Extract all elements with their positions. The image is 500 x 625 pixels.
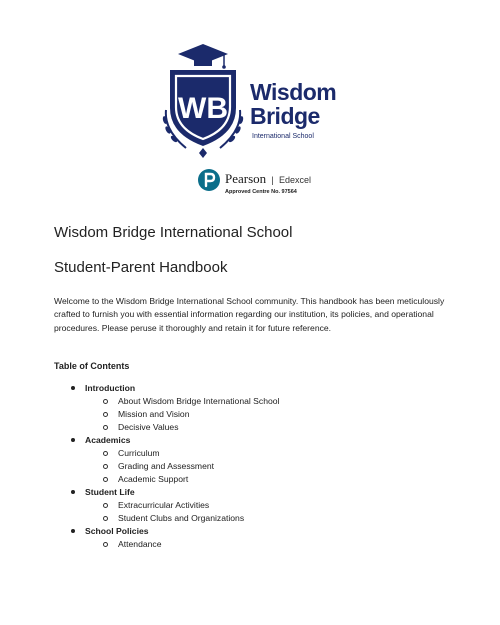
toc-item-label: Grading and Assessment	[118, 461, 215, 471]
toc-item	[0, 499, 500, 512]
circle-bullet-icon	[103, 399, 108, 404]
circle-bullet-icon	[103, 451, 108, 456]
pearson-separator: |	[271, 175, 274, 185]
logo-subtitle: International School	[252, 133, 314, 140]
toc-item	[0, 473, 500, 486]
circle-bullet-icon	[103, 464, 108, 469]
toc-item	[0, 460, 500, 473]
pearson-name	[225, 171, 311, 187]
toc-section-label: Introduction	[85, 383, 136, 393]
toc-item	[0, 421, 500, 434]
circle-bullet-icon	[103, 477, 108, 482]
toc-title: Table of Contents	[54, 361, 130, 371]
toc-section	[0, 434, 500, 486]
logo-initials: WB	[178, 92, 228, 125]
toc-item	[0, 538, 500, 551]
toc-section	[0, 486, 500, 525]
table-of-contents	[0, 382, 500, 551]
pearson-logo-icon	[197, 168, 221, 192]
toc-item	[0, 408, 500, 421]
toc-item-label: About Wisdom Bridge International School	[118, 396, 280, 406]
pearson-wordmark: Pearson	[225, 171, 267, 186]
handbook-heading: Student-Parent Handbook	[54, 259, 228, 276]
approved-centre-number: Approved Centre No. 97564	[225, 189, 297, 195]
toc-item	[0, 512, 500, 525]
toc-section	[0, 382, 500, 434]
bullet-icon	[71, 490, 75, 494]
circle-bullet-icon	[103, 516, 108, 521]
circle-bullet-icon	[103, 412, 108, 417]
toc-section	[0, 525, 500, 551]
toc-item-label: Mission and Vision	[118, 409, 190, 419]
circle-bullet-icon	[103, 503, 108, 508]
circle-bullet-icon	[103, 542, 108, 547]
toc-item-label: Decisive Values	[118, 422, 179, 432]
toc-item-label: Extracurricular Activities	[118, 500, 210, 510]
shield-crest-icon	[158, 40, 248, 160]
toc-item-label: Curriculum	[118, 448, 160, 458]
edexcel-wordmark: Edexcel	[279, 175, 312, 185]
toc-item	[0, 447, 500, 460]
toc-section-label: School Policies	[85, 526, 149, 536]
logo-name-line2: Bridge	[250, 103, 320, 129]
circle-bullet-icon	[103, 425, 108, 430]
toc-item-label: Student Clubs and Organizations	[118, 513, 245, 523]
bullet-icon	[71, 386, 75, 390]
pearson-badge	[197, 168, 357, 198]
intro-paragraph: Welcome to the Wisdom Bridge International School community. This handbook has been meticulously crafted to furnish you with essential information regarding our institution, its policies, and operational procedures. Please peruse it thoroughly and retain it for future reference.	[54, 296, 445, 333]
toc-item-label: Attendance	[118, 539, 162, 549]
toc-item	[0, 395, 500, 408]
logo-name-line1: Wisdom	[250, 79, 337, 105]
bullet-icon	[71, 438, 75, 442]
school-logo	[158, 40, 358, 160]
bullet-icon	[71, 529, 75, 533]
school-heading: Wisdom Bridge International School	[54, 224, 293, 241]
toc-section-label: Student Life	[85, 487, 135, 497]
toc-section-label: Academics	[85, 435, 131, 445]
toc-item-label: Academic Support	[118, 474, 189, 484]
